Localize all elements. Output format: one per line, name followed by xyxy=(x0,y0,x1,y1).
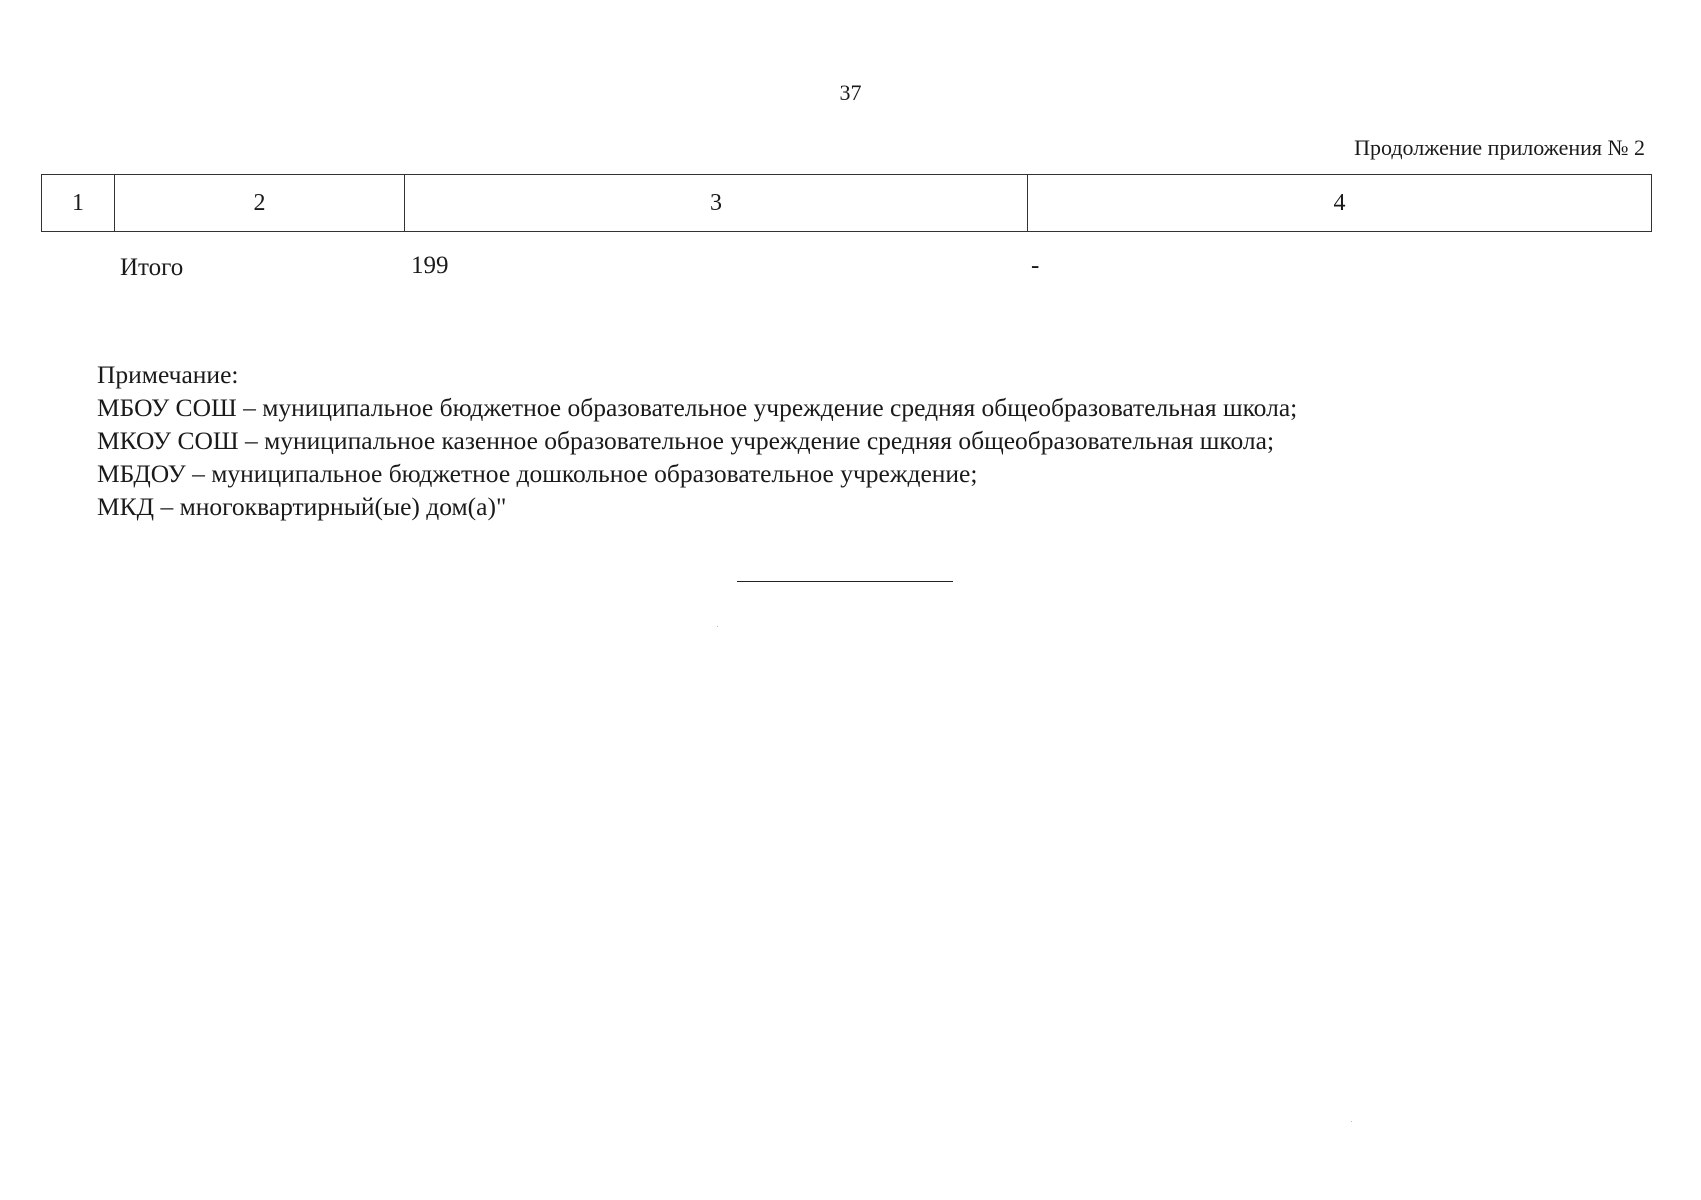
column-number-cell: 4 xyxy=(1028,175,1652,232)
column-number-table xyxy=(41,174,1652,232)
page-number: 37 xyxy=(839,80,862,105)
table-header-row xyxy=(42,175,1652,232)
note-line: МКД – многоквартирный(ые) дом(а)" xyxy=(97,492,507,521)
appendix-continuation-label: Продолжение приложения № 2 xyxy=(1354,135,1645,160)
note-line: МКОУ СОШ – муниципальное казенное образовательное учреждение средняя общеобразовательная школа; xyxy=(97,426,1275,455)
note-line: МБОУ СОШ – муниципальное бюджетное образовательное учреждение средняя общеобразовательная школа; xyxy=(97,393,1298,422)
total-dash: - xyxy=(1031,252,1040,279)
total-label: Итого xyxy=(120,254,184,281)
notes-title: Примечание: xyxy=(97,360,239,389)
total-value: 199 xyxy=(411,252,449,279)
scan-speck xyxy=(717,626,718,627)
column-number-cell: 2 xyxy=(115,175,405,232)
scan-speck xyxy=(1351,1121,1352,1122)
column-number-cell: 3 xyxy=(405,175,1028,232)
end-of-document-rule xyxy=(737,581,953,582)
column-number-cell: 1 xyxy=(42,175,115,232)
note-line: МБДОУ – муниципальное бюджетное дошкольное образовательное учреждение; xyxy=(97,459,978,488)
notes-block xyxy=(97,358,1297,523)
